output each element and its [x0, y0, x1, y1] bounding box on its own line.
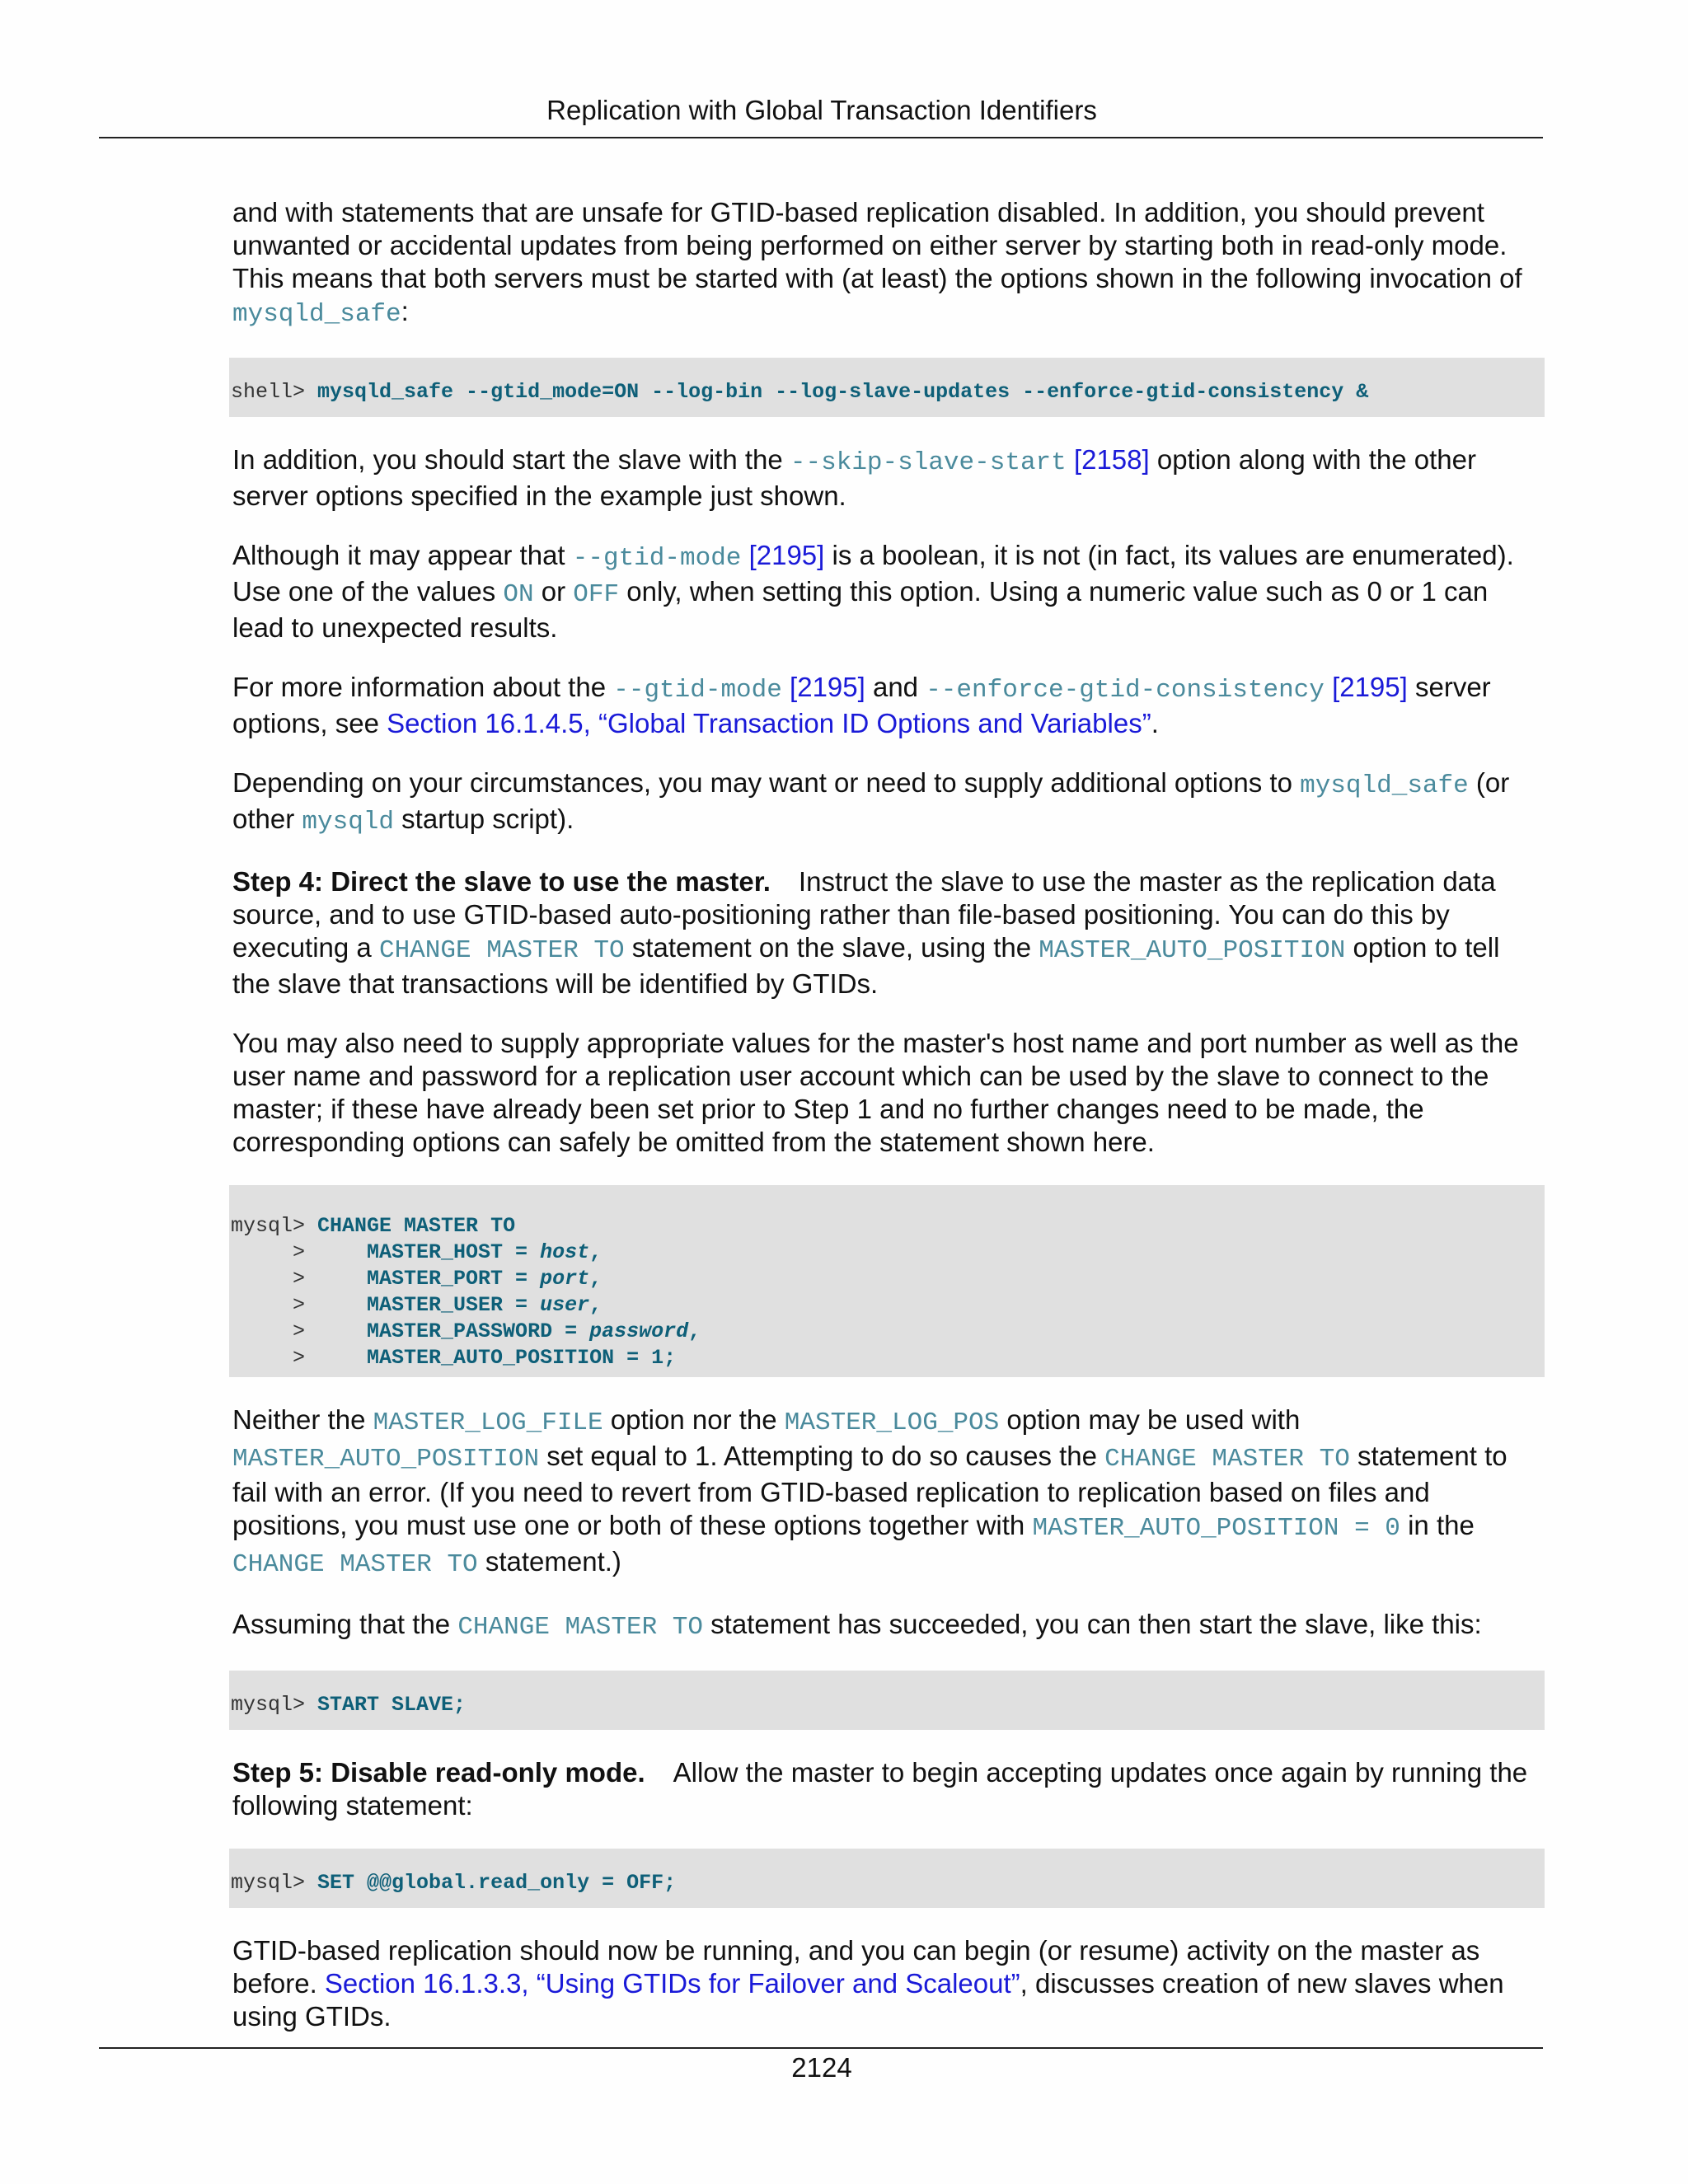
continuation-prompt: > — [231, 1346, 368, 1370]
text: set equal to 1. Attempting to do so causes the — [539, 1441, 1105, 1471]
code-block-change-master — [229, 1185, 1545, 1377]
paragraph-intro — [232, 196, 1545, 331]
page-ref-link[interactable]: [2195] — [1332, 672, 1408, 702]
text: or — [533, 576, 574, 607]
text: option along with the other server options specified in the example just shown. — [232, 444, 1476, 511]
text: Assuming that the — [232, 1609, 458, 1639]
text: only, when setting this option. Using a numeric value such as 0 or 1 can lead to unexpected results. — [232, 576, 1489, 643]
inline-code-link[interactable]: --gtid-mode — [613, 676, 782, 705]
paragraph-more-info — [232, 671, 1545, 740]
sql-option: MASTER_USER = — [367, 1293, 541, 1317]
text: option to tell the slave that transactions will be identified by GTIDs. — [232, 932, 1500, 999]
mysql-prompt: mysql> — [231, 1871, 318, 1895]
mysql-prompt: mysql> — [231, 1693, 318, 1717]
continuation-prompt: > — [231, 1293, 368, 1317]
header-rule — [99, 137, 1543, 138]
inline-code-link[interactable]: --gtid-mode — [572, 544, 742, 573]
text: : — [401, 296, 409, 326]
section-link[interactable]: Section 16.1.3.3, “Using GTIDs for Failover and Scaleout” — [324, 1968, 1020, 1999]
shell-command: mysqld_safe --gtid_mode=ON --log-bin --log-slave-updates --enforce-gtid-consistency & — [317, 380, 1369, 404]
text: Neither the — [232, 1404, 373, 1435]
section-link[interactable]: Section 16.1.4.5, “Global Transaction ID Options and Variables” — [387, 708, 1151, 738]
sql-value: password — [589, 1319, 689, 1343]
inline-code: ON — [503, 580, 534, 609]
inline-code: MASTER_LOG_FILE — [373, 1408, 603, 1437]
sql-option: MASTER_PASSWORD = — [367, 1319, 590, 1343]
code-block-read-only — [229, 1849, 1545, 1908]
text: For more information about the — [232, 672, 614, 702]
text: statement.) — [477, 1546, 621, 1577]
text: In addition, you should start the slave with the — [232, 444, 790, 475]
inline-code-link[interactable]: mysqld_safe — [1300, 771, 1469, 800]
text: and with statements that are unsafe for GTID-based replication disabled. In addition, you should prevent unwanted or accidental updates from being performed on either server by starting both in read-only mode. This means that both servers must be started with (at least) the options shown in the following invocation of — [232, 197, 1522, 293]
step-heading: Step 5: Disable read-only mode. — [232, 1757, 645, 1788]
continuation-prompt: > — [231, 1319, 368, 1343]
paragraph-skip-slave-start — [232, 443, 1545, 513]
text: Allow the master to begin accepting updates once again by running the following statement: — [232, 1757, 1528, 1821]
paragraph-conclusion — [232, 1934, 1545, 2033]
sql-command: SET @@global.read_only = OFF; — [317, 1871, 677, 1895]
text: server options, see — [232, 672, 1491, 738]
code-block-shell — [229, 358, 1545, 417]
paragraph-step-4 — [232, 865, 1545, 1001]
text: option may be used with — [999, 1404, 1301, 1435]
sql-command: START SLAVE; — [317, 1693, 467, 1717]
text: statement to fail with an error. (If you need to revert from GTID-based replication to replication based on files and positions, you must use one or both of these options together with — [232, 1441, 1507, 1540]
sql-punct: , — [688, 1319, 701, 1343]
document-body — [232, 196, 1545, 2060]
text: statement has succeeded, you can then start the slave, like this: — [702, 1609, 1482, 1639]
paragraph-assuming — [232, 1608, 1545, 1644]
sql-value: user — [540, 1293, 590, 1317]
sql-punct: , — [589, 1240, 603, 1264]
page-ref-link[interactable]: [2195] — [748, 540, 825, 570]
text: Although it may appear that — [232, 540, 573, 570]
continuation-prompt: > — [231, 1267, 368, 1291]
running-header-title: Replication with Global Transaction Identifiers — [546, 95, 1097, 125]
text: GTID-based replication should now be running, and you can begin (or resume) activity on the master as before. — [232, 1935, 1480, 1999]
inline-code-link[interactable]: CHANGE MASTER TO — [378, 936, 625, 965]
mysql-prompt: mysql> — [231, 1214, 318, 1238]
text: and — [865, 672, 926, 702]
inline-code-link[interactable]: MASTER_AUTO_POSITION — [1039, 936, 1346, 965]
paragraph-step-5 — [232, 1756, 1545, 1822]
sql-value: host — [540, 1240, 590, 1264]
inline-code: MASTER_AUTO_POSITION = 0 — [1032, 1514, 1400, 1543]
page-ref-link[interactable]: [2195] — [790, 672, 865, 702]
text: , discusses creation of new slaves when using GTIDs. — [232, 1968, 1504, 2032]
paragraph-circumstances — [232, 766, 1545, 839]
sql-punct: , — [589, 1267, 603, 1291]
footer-rule — [99, 2047, 1543, 2049]
text: Instruct the slave to use the master as the replication data source, and to use GTID-based auto-positioning rather than file-based positioning. You can do this by executing a — [232, 866, 1496, 963]
sql-punct: , — [589, 1293, 603, 1317]
paragraph-gtid-mode — [232, 539, 1545, 644]
inline-code: MASTER_AUTO_POSITION — [232, 1445, 540, 1474]
text: in the — [1400, 1510, 1475, 1540]
sql-command: CHANGE MASTER TO — [317, 1214, 516, 1238]
text: (or other — [232, 767, 1510, 834]
text: option nor the — [603, 1404, 785, 1435]
text: is a boolean, it is not (in fact, its values are enumerated). Use one of the values — [232, 540, 1514, 607]
inline-code-link[interactable]: CHANGE MASTER TO — [232, 1550, 478, 1579]
sql-option: MASTER_PORT = — [367, 1267, 541, 1291]
page-number: 2124 — [791, 2052, 852, 2083]
inline-code-link[interactable]: CHANGE MASTER TO — [1104, 1445, 1350, 1474]
text: Depending on your circumstances, you may want or need to supply additional options to — [232, 767, 1301, 798]
sql-option: MASTER_HOST = — [367, 1240, 541, 1264]
continuation-prompt: > — [231, 1240, 368, 1264]
inline-code: MASTER_LOG_POS — [784, 1408, 1000, 1437]
inline-code-link[interactable]: --enforce-gtid-consistency — [926, 676, 1325, 705]
text: . — [1151, 708, 1159, 738]
inline-code-link[interactable]: CHANGE MASTER TO — [457, 1613, 703, 1642]
paragraph-log-file-pos — [232, 1404, 1545, 1582]
inline-code-link[interactable]: --skip-slave-start — [790, 448, 1067, 477]
sql-value: port — [540, 1267, 590, 1291]
page-ref-link[interactable]: [2158] — [1073, 444, 1150, 475]
text: startup script). — [394, 804, 574, 834]
code-block-start-slave — [229, 1671, 1545, 1730]
sql-option: MASTER_AUTO_POSITION = 1; — [367, 1346, 677, 1370]
inline-code: OFF — [573, 580, 620, 609]
step-heading: Step 4: Direct the slave to use the master. — [232, 866, 771, 897]
inline-code-link[interactable]: mysqld — [302, 808, 395, 837]
shell-prompt: shell> — [231, 380, 318, 404]
paragraph-credentials: You may also need to supply appropriate values for the master's host name and port number as well as the user name and password for a replication user account which can be used by the slave to connect to the master; if these have already been set prior to Step 1 and no further changes need to be made, the corresponding options can safely be omitted from the statement shown here. — [232, 1028, 1519, 1157]
text: statement on the slave, using the — [624, 932, 1039, 963]
inline-code[interactable]: mysqld_safe — [232, 300, 401, 329]
